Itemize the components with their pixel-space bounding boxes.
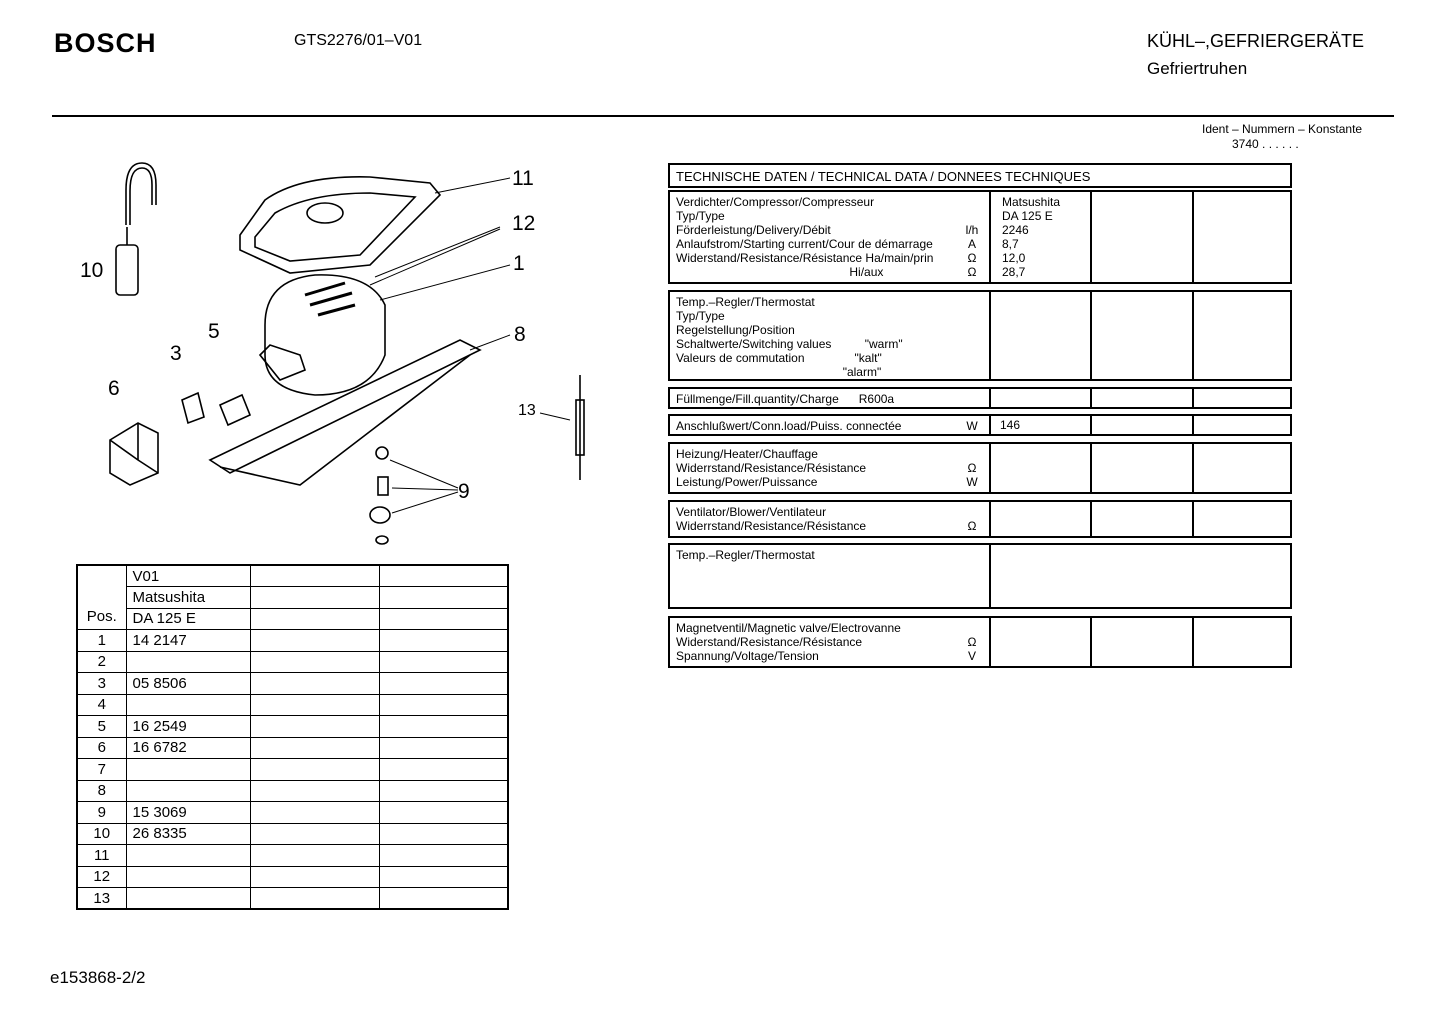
diagram-label-11: 11 [512,167,534,190]
blower-section [668,500,1292,538]
header-type: DA 125 E [126,608,250,630]
conn-load-label: Anschlußwert/Conn.load/Puiss. connectée [676,419,902,433]
diagram-label-8: 8 [514,323,526,346]
pos-cell: 4 [77,694,126,716]
table-row [77,866,508,888]
pos-cell: 13 [77,888,126,910]
pos-cell: 3 [77,673,126,695]
diagram-label-3: 3 [170,342,182,365]
part-number-cell: 16 6782 [126,737,250,759]
table-row [77,823,508,845]
part-number-cell [126,866,250,888]
table-row [77,673,508,695]
pos-cell: 10 [77,823,126,845]
heater-labels: Heizung/Heater/Chauffage Widerrstand/Resistance/Résistance Leistung/Power/Puissance [676,447,867,489]
pos-cell: 5 [77,716,126,738]
heater-units: Ω W [966,461,978,489]
compressor-values: Matsushita DA 125 E 2246 8,7 12,0 28,7 [1002,195,1061,279]
table-row [77,888,508,910]
blower-labels: Ventilator/Blower/Ventilateur Widerrstand/Resistance/Résistance [676,505,867,533]
diagram-label-13: 13 [518,402,536,419]
compressor-section [668,190,1292,284]
pos-cell: 8 [77,780,126,802]
part-number-cell: 05 8506 [126,673,250,695]
subcategory-title: Gefriertruhen [1147,59,1248,78]
valve-section [668,616,1292,668]
brand-logo: BOSCH [54,28,157,58]
table-row [77,651,508,673]
pos-header: Pos. [77,565,126,630]
part-number-cell: 26 8335 [126,823,250,845]
pos-cell: 6 [77,737,126,759]
pos-cell: 2 [77,651,126,673]
part-number-cell [126,888,250,910]
blower-units: Ω [967,519,977,533]
table-row [77,780,508,802]
diagram-label-9: 9 [458,480,470,503]
pos-cell: 7 [77,759,126,781]
document-id: e153868-2/2 [50,968,146,987]
heater-section [668,442,1292,494]
part-number-cell: 15 3069 [126,802,250,824]
ident-value: 3740 . . . . . . [1232,137,1299,151]
conn-load-section [668,414,1292,436]
charge-section [668,387,1292,409]
table-row [77,759,508,781]
tech-data-heading: TECHNISCHE DATEN / TECHNICAL DATA / DONNEES TECHNIQUES [668,163,1292,188]
conn-load-unit: W [966,419,978,433]
part-number-cell [126,694,250,716]
pos-cell: 9 [77,802,126,824]
diagram-label-5: 5 [208,320,220,343]
category-title: KÜHL–,GEFRIERGERÄTE [1147,31,1365,51]
conn-load-value: 146 [1000,418,1021,432]
exploded-parts-diagram [70,155,610,555]
part-number-cell: 14 2147 [126,630,250,652]
part-number-cell [126,759,250,781]
header-manufacturer: Matsushita [126,587,250,609]
table-row [77,802,508,824]
part-number-cell [126,651,250,673]
table-row [77,716,508,738]
header-divider [52,115,1394,117]
header-variant: V01 [126,565,250,587]
model-number: GTS2276/01–V01 [294,32,423,49]
table-row [77,845,508,867]
pos-cell: 1 [77,630,126,652]
ident-label: Ident – Nummern – Konstante [1202,122,1363,136]
compressor-units: l/h A Ω Ω [965,223,979,279]
valve-units: Ω V [967,635,977,663]
diagram-label-10: 10 [80,259,104,282]
thermostat-section [668,290,1292,381]
pos-cell: 11 [77,845,126,867]
compressor-labels: Verdichter/Compressor/Compresseur Typ/Type Förderleistung/Delivery/Débit Anlaufstrom/Starting current/Cour de démarrage Widerstand/Resistance/Résistance Ha/main/prin Hi/aux [676,195,934,279]
valve-labels: Magnetventil/Magnetic valve/Electrovanne Widerstand/Resistance/Résistance Spannung/Voltage/Tension [676,621,901,663]
parts-table [76,564,509,910]
table-row [77,630,508,652]
diagram-label-12: 12 [512,212,536,235]
table-row [77,737,508,759]
diagram-label-1: 1 [513,252,525,275]
thermostat2-section [668,543,1292,609]
part-number-cell [126,845,250,867]
part-number-cell [126,780,250,802]
thermostat2-labels: Temp.–Regler/Thermostat [676,548,815,562]
charge-labels: Füllmenge/Fill.quantity/Charge R600a [676,392,895,406]
pos-cell: 12 [77,866,126,888]
thermostat-labels: Temp.–Regler/Thermostat Typ/Type Regelstellung/Position Schaltwerte/Switching values "warm" Valeurs de commutation "kalt" "alarm" [676,295,903,379]
table-row [77,694,508,716]
diagram-label-6: 6 [108,377,120,400]
part-number-cell: 16 2549 [126,716,250,738]
